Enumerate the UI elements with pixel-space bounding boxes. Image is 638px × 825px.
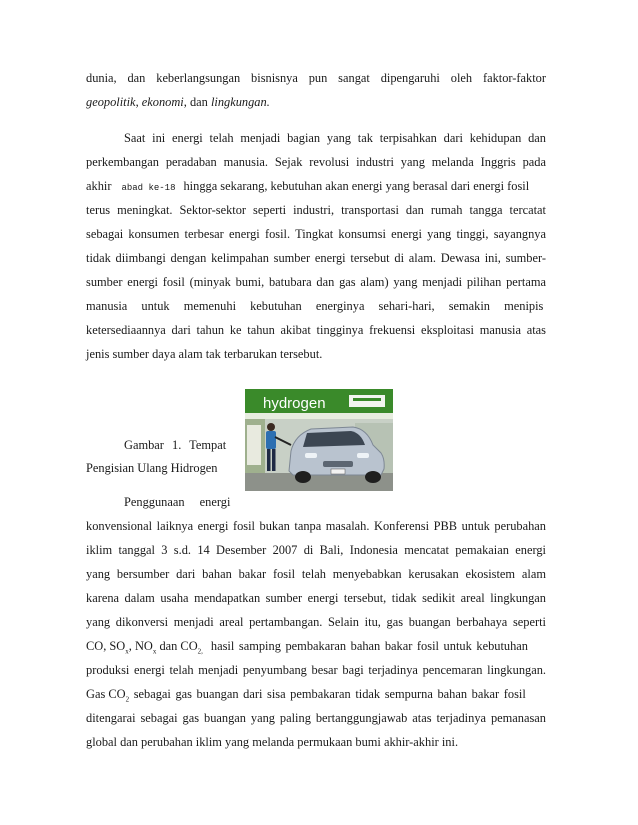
paragraph-3-line-11: global dan perubahan iklim yang melanda permukaan bumi akhir-akhir ini.	[86, 735, 459, 749]
paragraph-1-line-1: dunia, dan keberlangsungan bisnisnya pun sangat dipengaruhi oleh faktor-faktor	[86, 71, 546, 85]
paragraph-3-line-2: konvensional laiknya energi fosil bukan tanpa masalah. Konferensi PBB untuk perubahan	[86, 519, 546, 533]
term-geopolitik: geopolitik	[86, 95, 136, 109]
paragraph-3-line-1: Penggunaan energi	[124, 495, 231, 509]
paragraph-2-line-2: perkembangan peradaban manusia. Sejak revolusi industri yang melanda Inggris pada	[86, 155, 546, 169]
paragraph-2-line-9: ketersediaannya dari tahun ke tahun akibat tingginya frekuensi eksploitasi manusia atas	[86, 323, 546, 337]
hydrogen-sign-text: hydrogen	[263, 395, 326, 412]
paragraph-2-line-6: tidak diimbangi dengan kelimpahan sumber energi tersebut di alam. Dewasa ini, sumber-	[86, 251, 546, 265]
paragraph-2-line-4: terus meningkat. Sektor-sektor seperti industri, transportasi dan rumah tangga tercatat	[86, 203, 546, 217]
paragraph-3-line-4: yang bersumber dari bahan bakar fosil telah menyebabkan kerusakan ekosistem alam	[86, 567, 546, 581]
term-lingkungan: lingkungan.	[210, 95, 270, 109]
paragraph-2-line-5: sebagai konsumen terbesar energi fosil. Tingkat konsumsi energi yang tinggi, sayangnya	[86, 227, 546, 241]
paragraph-2-line-1: Saat ini energi telah menjadi bagian yang tak terpisahkan dari kehidupan dan	[124, 131, 546, 145]
paragraph-2-line-3: akhir abad ke-18 hingga sekarang, kebutuhan akan energi yang berasal dari energi fosil	[86, 179, 530, 193]
small-text-abad: abad ke-18	[121, 183, 176, 193]
paragraph-3-line-7: CO, $SO_x$, $NO_x$ dan $CO_{2,}$ hasil samping pembakaran bahan bakar fosil untuk kebutuhan	[86, 639, 528, 656]
paragraph-3-line-10: ditengarai sebagai gas buangan yang paling bertanggungjawab atas terjadinya pemanasan	[86, 711, 546, 725]
paragraph-3-line-8: produksi energi telah menjadi penyumbang besar bagi terjadinya pencemaran lingkungan.	[86, 663, 546, 677]
hydrogen-station-photo	[245, 389, 393, 491]
figure-caption-line-2: Pengisian Ulang Hidrogen	[86, 461, 218, 475]
paragraph-3-line-3: iklim tanggal 3 s.d. 14 Desember 2007 di Bali, Indonesia mencatat pemakaian energi	[86, 543, 546, 557]
paragraph-3-line-5: karena dalam usaha mendapatkan sumber energi tersebut, tidak sedikit areal lingkungan	[86, 591, 546, 605]
paragraph-2-line-8: manusia untuk memenuhi kebutuhan energinya sehari-hari, semakin menipis	[86, 299, 544, 313]
paragraph-3-line-9: Gas $CO_2$ sebagai gas buangan dari sisa pembakaran tidak sempurna bahan bakar fosil	[86, 687, 526, 704]
term-ekonomi: ekonomi	[141, 95, 184, 109]
figure-caption-line-1: Gambar 1. Tempat	[124, 438, 227, 452]
paragraph-2-line-10: jenis sumber daya alam tak terbarukan tersebut.	[86, 347, 323, 361]
paragraph-2-line-7: sumber energi fosil (minyak bumi, batubara dan gas alam) yang menjadi pilihan pertama	[86, 275, 546, 289]
paragraph-1-line-2: geopolitik, ekonomi, dan lingkungan.	[86, 95, 270, 109]
paragraph-3-line-6: yang dikonversi menjadi areal pertambangan. Selain itu, gas buangan berbahaya seperti	[86, 615, 546, 629]
